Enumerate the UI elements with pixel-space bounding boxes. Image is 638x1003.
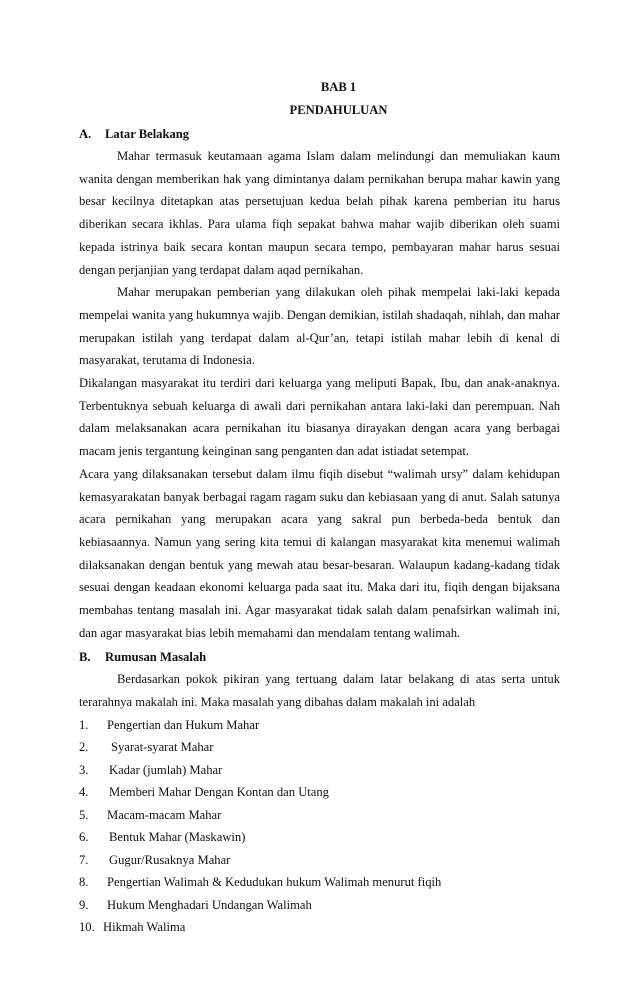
- paragraph: Acara yang dilaksanakan tersebut dalam ilmu fiqih disebut “walimah ursy” dalam kehidupan kemasyarakatan banyak berbagai ragam ragam suku dan kebiasaan yang di anut. Salah satunya acara pernikahan yang merupakan acara yang sakral pun berbeda-beda bentuk dan kebiasaannya. Namun yang sering kita temui di kalangan masyarakat kita menemui walimah dilaksanakan dengan bentuk yang mewah atau besar-besaran. Walaupun kadang-kadang tidak sesuai dengan keadaan ekonomi keluarga pada saat itu. Maka dari itu, fiqih dengan bijaksana membahas tentang masalah ini. Agar masyarakat tidak salah dalam penafsirkan walimah ini, dan agar masyarakat bias lebih memahami dan mendalam tentang walimah.: [79, 466, 560, 640]
- problem-list: [79, 714, 560, 939]
- list-item: 3. Kadar (jumlah) Mahar: [79, 762, 223, 777]
- section-a-title: Latar Belakang: [105, 127, 190, 141]
- section-b-intro: Berdasarkan pokok pikiran yang tertuang dalam latar belakang di atas serta untuk terarahnya makalah ini. Maka masalah yang dibahas dalam makalah ini adalah: [79, 672, 560, 710]
- chapter-title: PENDAHULUAN: [289, 103, 388, 117]
- list-item: 2. Syarat-syarat Mahar: [79, 740, 214, 755]
- document-body: [79, 76, 560, 939]
- section-b-number: B.: [79, 650, 91, 665]
- paragraph: Dikalangan masyarakat itu terdiri dari keluarga yang meliputi Bapak, Ibu, dan anak-anaknya. Terbentuknya sebuah keluarga di awali dari pernikahan antara laki-laki dan perempuan. Nah dalam melaksanakan acara pernikahan itu biasanya dirayakan dengan acara yang berbagai macam jenis tergantung keinginan sang penganten dan adat istiadat setempat.: [79, 376, 560, 459]
- list-item: 1. Pengertian dan Hukum Mahar: [79, 717, 260, 732]
- list-item: 7. Gugur/Rusaknya Mahar: [79, 852, 231, 867]
- section-b-title: Rumusan Masalah: [105, 650, 207, 665]
- list-item: 8. Pengertian Walimah & Kedudukan hukum Walimah menurut fiqih: [79, 875, 442, 890]
- list-item: 10. Hikmah Walima: [79, 920, 186, 935]
- list-item: 9. Hukum Menghadari Undangan Walimah: [79, 897, 312, 912]
- section-a-heading: [79, 123, 560, 145]
- list-item: 6. Bentuk Mahar (Maskawin): [79, 830, 246, 845]
- section-a-number: A.: [79, 127, 92, 141]
- paragraph: Mahar termasuk keutamaan agama Islam dalam melindungi dan memuliakan kaum wanita dengan memberikan hak yang dimintanya dalam pernikahan berupa mahar kawin yang besar kecilnya ditetapkan atas persetujuan kedua belah pihak karena pemberian itu harus diberikan secara ikhlas. Para ulama fiqh sepakat bahwa mahar wajib diberikan oleh suami kepada istrinya baik secara kontan maupun secara tempo, pembayaran mahar harus sesuai dengan perjanjian yang terdapat dalam aqad pernikahan.: [79, 149, 560, 277]
- section-b-heading: [79, 646, 560, 668]
- paragraph: Mahar merupakan pemberian yang dilakukan oleh pihak mempelai laki-laki kepada mempelai wanita yang hukumnya wajib. Dengan demikian, istilah shadaqah, nihlah, dan mahar merupakan istilah yang terdapat dalam al-Qur’an, tetapi istilah mahar lebih di kenal di masyarakat, terutama di Indonesia.: [79, 285, 560, 368]
- chapter-label: BAB 1: [320, 80, 357, 94]
- list-item: 5. Macam-macam Mahar: [79, 807, 222, 822]
- list-item: 4. Memberi Mahar Dengan Kontan dan Utang: [79, 785, 329, 800]
